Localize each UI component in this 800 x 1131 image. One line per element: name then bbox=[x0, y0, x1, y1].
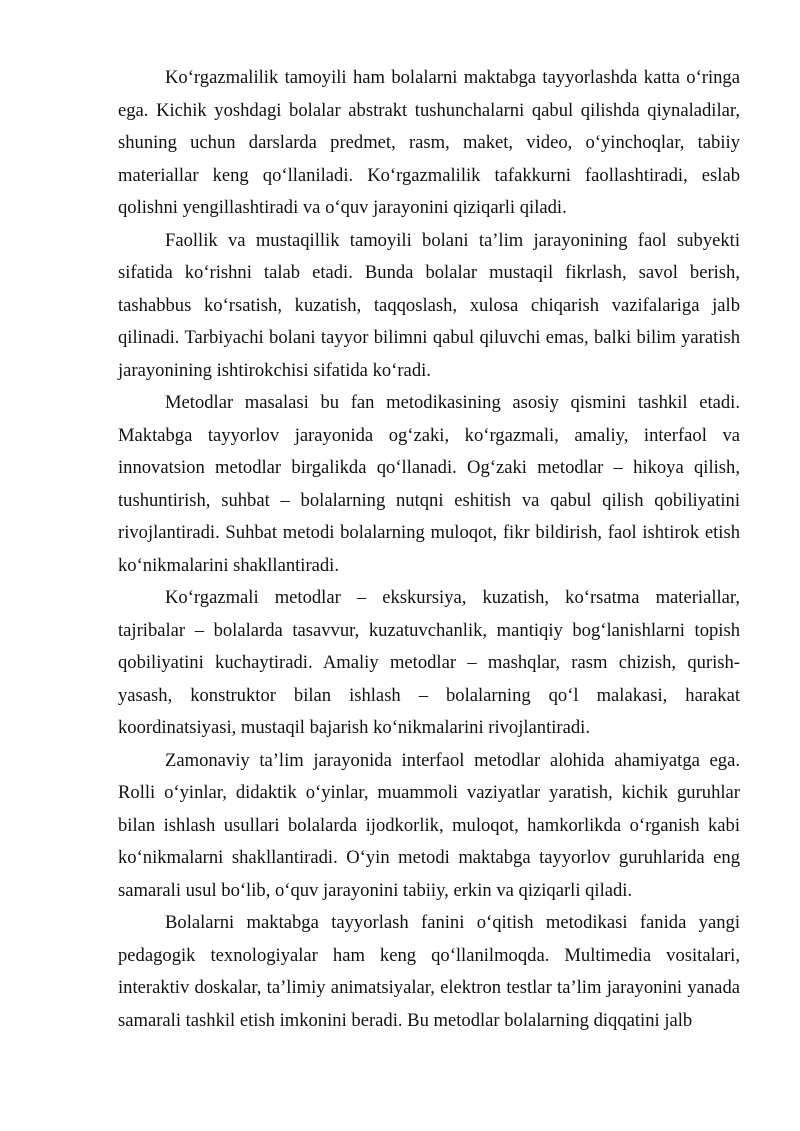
paragraph-visual-methods: Koʻrgazmali metodlar – ekskursiya, kuzatish, koʻrsatma materiallar, tajribalar – bolalarda tasavvur, kuzatuvchanlik, mantiqiy bogʻlanishlarni topish qobiliyatini kuchaytiradi. Amaliy metodlar – mashqlar, rasm chizish, qurish-yasash, konstruktor bilan ishlash – bolalarning qoʻl malakasi, harakat koordinatsiyasi, mustaqil bajarish koʻnikmalarini rivojlantiradi. bbox=[118, 587, 740, 738]
paragraph-methods: Metodlar masalasi bu fan metodikasining asosiy qismini tashkil etadi. Maktabga tayyorlov jarayonida ogʻzaki, koʻrgazmali, amaliy, interfaol va innovatsion metodlar birgalikda qoʻllanadi. Ogʻzaki metodlar – hikoya qilish, tushuntirish, suhbat – bolalarning nutqni eshitish va qabul qilish qobiliyatini rivojlantiradi. Suhbat metodi bolalarning muloqot, fikr bildirish, faol ishtirok etish koʻnikmalarini shakllantiradi. bbox=[118, 392, 740, 576]
paragraph-interactive-methods: Zamonaviy taʼlim jarayonida interfaol metodlar alohida ahamiyatga ega. Rolli oʻyinlar, didaktik oʻyinlar, muammoli vaziyatlar yaratish, kichik guruhlar bilan ishlash usullari bolalarda ijodkorlik, muloqot, hamkorlikda oʻrganish kabi koʻnikmalarni shakllantiradi. Oʻyin metodi maktabga tayyorlov guruhlarida eng samarali usul boʻlib, oʻquv jarayonini tabiiy, erkin va qiziqarli qiladi. bbox=[118, 749, 740, 901]
paragraph-visual-principle: Koʻrgazmalilik tamoyili ham bolalarni maktabga tayyorlashda katta oʻringa ega. Kichik yoshdagi bolalar abstrakt tushunchalarni qabul qilishda qiynaladilar, shuning uchun darslarda predmet, rasm, maket, video, oʻyinchoqlar, tabiiy materiallar keng qoʻllaniladi. Koʻrgazmalilik tafakkurni faollashtiradi, eslab qolishni yengillashtiradi va oʻquv jarayonini qiziqarli qiladi. bbox=[118, 67, 740, 218]
paragraph-activity-principle: Faollik va mustaqillik tamoyili bolani taʼlim jarayonining faol subyekti sifatida koʻrishni talab etadi. Bunda bolalar mustaqil fikrlash, savol berish, tashabbus koʻrsatish, kuzatish, taqqoslash, xulosa chiqarish vazifalariga jalb qilinadi. Tarbiyachi bolani tayyor bilimni qabul qiluvchi emas, balki bilim yaratish jarayonining ishtirokchisi sifatida koʻradi. bbox=[118, 229, 740, 381]
document-page bbox=[118, 62, 740, 1037]
paragraph-new-technologies: Bolalarni maktabga tayyorlash fanini oʻqitish metodikasi fanida yangi pedagogik texnologiyalar ham keng qoʻllanilmoqda. Multimedia vositalari, interaktiv doskalar, taʼlimiy animatsiyalar, elektron testlar taʼlim jarayonini yanada samarali tashkil etish imkonini beradi. Bu metodlar bolalarning diqqatini jalb bbox=[118, 912, 740, 1031]
